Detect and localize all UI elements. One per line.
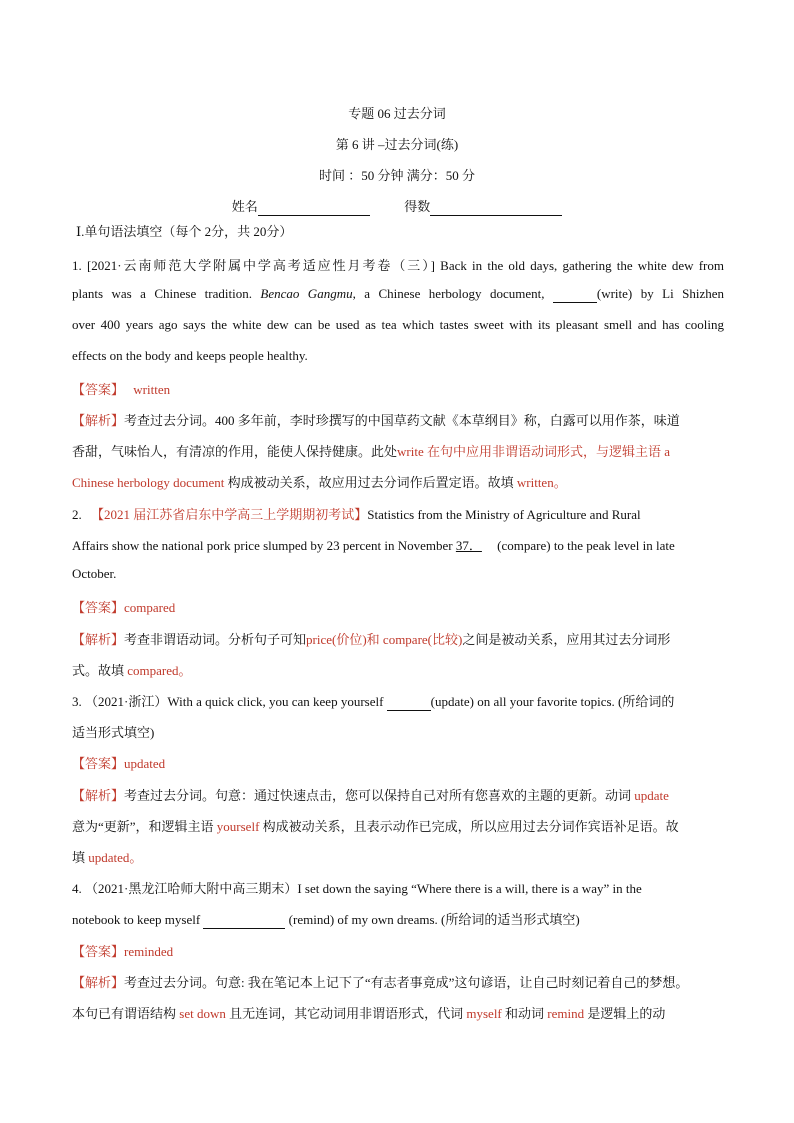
q4-analysis-text-2-red3: remind [547,1006,585,1021]
q3-analysis-text-2b: 构成被动关系，且表示动作已完成，所以应用过去分词作宾语补足语。故 [262,819,679,834]
q3-text-1a: With a quick click, you can keep yourself [167,694,384,709]
q3-analysis-text-1a: 考查过去分词。句意：通过快速点击，您可以保持自己对所有您喜欢的主题的更新。动词 [124,788,632,803]
q1-text-2c: (write) by Li Shizhen [596,286,724,301]
doc-subtitle: 第 6 讲 –过去分词(练) [335,137,459,152]
time-info: 时间 ：50 分钟 满分：50 分 [318,168,475,183]
answer-label: 【答案】 [72,600,125,615]
q4-analysis-text-2b: 且无连词，其它动词用非谓语形式，代词 [229,1006,464,1021]
score-label: 得数 [404,199,431,214]
name-score-line [0,196,794,216]
q2-analysis-text-1-red: price(价位)和 compare(比较) [306,632,463,647]
q1-analysis-1 [72,410,724,429]
q3-source: （2021·浙江） [85,694,168,709]
q2-analysis-text-1b: 之间是被动关系，应用其过去分词形 [462,632,671,647]
q2-text-2a: Affairs show the national pork price slumped by 23 percent in November [72,538,453,553]
q4-analysis-text-1: 考查过去分词。句意: 我在笔记本上记下了“有志者事竟成”这句谚语，让自己时刻记着自己的梦想。 [124,975,689,990]
q1-line-4: effects on the body and keeps people healthy. [72,348,308,363]
q4-answer-value: reminded [124,944,174,959]
q3-line-1 [72,691,724,711]
q4-blank[interactable] [203,912,285,929]
q1-line-2 [72,286,724,303]
q2-blank[interactable]: 37． [455,538,482,553]
section-title: Ⅰ.单句语法填空（每个 2分，共 20分） [76,224,293,239]
q2-text-2b: (compare) to the peak level in late [497,538,675,553]
q2-text-1: Statistics from the Ministry of Agriculture and Rural [367,507,641,522]
q4-line-1 [72,878,724,897]
q4-analysis-1 [72,972,724,991]
q4-analysis-text-2-red: set down [179,1006,226,1021]
answer-label: 【答案】 [72,944,125,959]
q1-answer-value: written [133,382,171,397]
q1-blank[interactable] [553,286,597,303]
q3-number: 3. [72,694,82,709]
analysis-label: 【解析】 [72,413,125,428]
q3-analysis-text-1-red: update [634,788,669,803]
q1-answer [72,379,724,398]
q2-line-2 [72,535,724,554]
q4-source: （2021·黑龙江哈师大附中高三期末） [85,881,298,896]
q3-analysis-text-2a: 意为“更新”，和逻辑主语 [72,819,214,834]
q2-analysis-2 [72,660,724,679]
q1-analysis-text-2-red: write 在句中应用非谓语动词形式，与逻辑主语 a [397,444,670,459]
q2-line-3: October. [72,566,117,581]
q3-line-2: 适当形式填空) [72,725,155,740]
q3-analysis-text-3a: 填 [72,850,86,865]
q2-analysis-1 [72,629,724,648]
q4-number: 4. [72,881,82,896]
q2-answer-value: compared [124,600,176,615]
q1-analysis-text-2a: 香甜，气味怡人，有清凉的作用，能使人保持健康。此处 [72,444,398,459]
q3-analysis-1 [72,785,724,804]
q3-analysis-text-2-red: yourself [216,819,260,834]
answer-label: 【答案】 [72,382,125,397]
q4-answer [72,941,724,960]
q2-number: 2. [72,507,82,522]
q1-analysis-text-3b: 构成被动关系，故应用过去分词作后置定语。故填 [227,475,514,490]
q2-analysis-text-2a: 式。故填 [72,663,125,678]
name-blank[interactable] [258,199,370,216]
answer-label: 【答案】 [72,756,125,771]
q2-source: 【2021 届江苏省启东中学高三上学期期初考试】 [91,507,368,522]
q1-book-title: Bencao Gangmu [260,286,353,301]
q1-text-2b: , a Chinese herbology document, [352,286,545,301]
q4-text-2a: notebook to keep myself [72,912,201,927]
analysis-label: 【解析】 [72,788,125,803]
doc-title: 专题 06 过去分词 [348,106,446,121]
q1-line-1 [72,255,724,274]
q4-line-2 [72,909,724,929]
q4-analysis-text-2-red2: myself [466,1006,502,1021]
q1-source: [2021·云南师范大学附属中学高考适应性月考卷（三）] [86,258,435,273]
q4-text-1: I set down the saying “Where there is a will, there is a way” in the [297,881,642,896]
q2-analysis-text-1a: 考查非谓语动词。分析句子可知 [124,632,307,647]
q2-analysis-text-2-red: compared。 [127,663,192,678]
q4-analysis-text-2c: 和动词 [505,1006,545,1021]
q3-text-1b: (update) on all your favorite topics. (所给词的 [430,694,675,709]
q4-analysis-text-2d: 是逻辑上的动 [587,1006,666,1021]
q1-number: 1. [72,258,82,273]
q1-text-1: Back in the old days, gathering the white dew from [440,258,724,273]
q1-analysis-3 [72,472,724,491]
q1-analysis-text-1: 考查过去分词。400 多年前，李时珍撰写的中国草药文献《本草纲目》称，白露可以用作茶，味道 [124,413,680,428]
q1-text-2a: plants was a Chinese tradition. [72,286,252,301]
name-label: 姓名 [231,199,258,214]
q3-answer [72,753,724,772]
q3-analysis-2 [72,816,724,835]
q3-answer-value: updated [124,756,166,771]
q4-text-2b: (remind) of my own dreams. (所给词的适当形式填空) [288,912,580,927]
q4-analysis-2 [72,1003,724,1022]
analysis-label: 【解析】 [72,975,125,990]
q4-analysis-text-2a: 本句已有谓语结构 [72,1006,177,1021]
score-blank[interactable] [430,199,562,216]
q3-analysis-text-3-red: updated。 [88,850,143,865]
q1-line-3: over 400 years ago says the white dew can be used as tea which tastes sweet with its pleasant smell and has cooling [72,317,724,332]
q1-analysis-text-3-red2: written。 [516,475,567,490]
q2-answer [72,597,724,616]
q3-analysis-3 [72,847,724,866]
q3-blank[interactable] [387,694,431,711]
q1-analysis-2 [72,441,724,460]
q2-line-1 [72,504,724,523]
analysis-label: 【解析】 [72,632,125,647]
q1-analysis-text-3-red: Chinese herbology document [72,475,225,490]
